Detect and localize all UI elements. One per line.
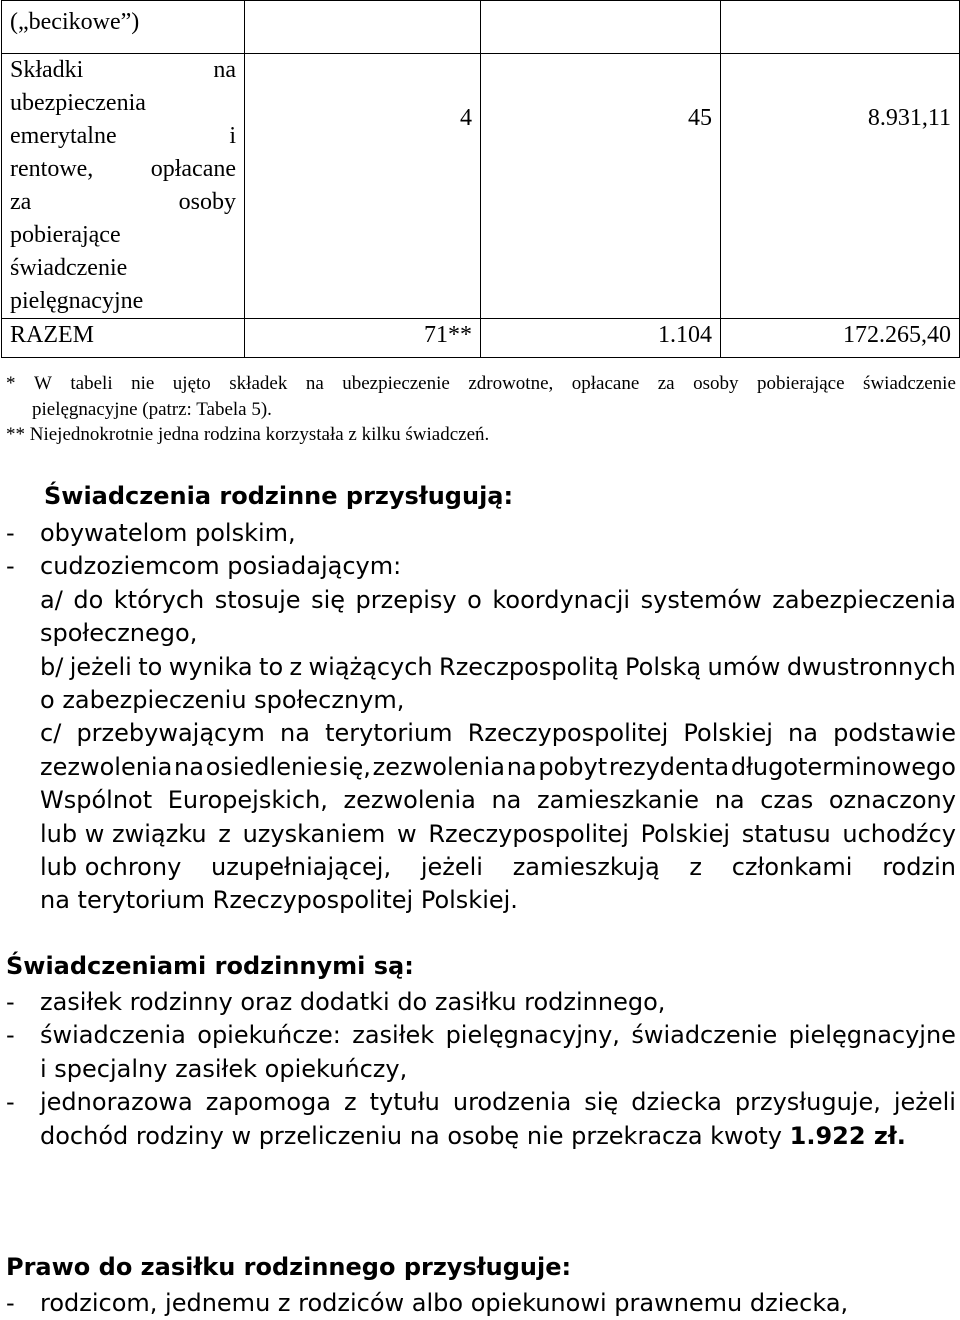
word: na — [174, 752, 204, 781]
word: przysługuje, — [734, 1088, 881, 1117]
word: z — [344, 1088, 357, 1117]
word: Europejskich, — [167, 786, 328, 815]
word: nie — [131, 373, 155, 394]
section-3-body — [6, 1287, 956, 1320]
word: z — [689, 853, 702, 882]
word: a/ — [40, 585, 63, 614]
cell-razem-col3: 172.265,40 — [721, 319, 960, 358]
section-1-body — [6, 517, 956, 918]
sub-item-a: a/ do których stosuje się przepisy o koordynacji systemów zabezpieczenia społecznego, — [40, 585, 956, 648]
word: na — [788, 719, 818, 748]
word: dwustronnych — [786, 652, 956, 681]
word: terytorium — [325, 719, 453, 748]
word: jednorazowa — [40, 1088, 193, 1117]
cell-razem-col2: 1.104 — [481, 319, 721, 358]
word: zapomoga — [205, 1088, 331, 1117]
cell-razem-label: RAZEM — [2, 319, 245, 358]
table-row-becikowe — [2, 1, 960, 54]
list-item: - cudzoziemcom posiadającym: — [6, 552, 402, 581]
word: wiążących — [308, 652, 433, 681]
footnote-1-line-2: pielęgnacyjne (patrz: Tabela 5). — [32, 399, 272, 420]
word: z — [289, 652, 303, 681]
word: pobierające — [757, 373, 845, 394]
justified-line — [40, 851, 956, 884]
word: dziecka — [631, 1088, 722, 1117]
word: świadczenia — [40, 1021, 186, 1050]
word: Rzeczpospolitą — [439, 652, 619, 681]
word: na — [305, 373, 324, 394]
word: urodzenia — [452, 1088, 572, 1117]
word: systemów — [640, 585, 762, 614]
label-line: pielęgnacyjne — [10, 288, 144, 314]
word: za — [657, 373, 675, 394]
word: zezwolenia — [343, 786, 476, 815]
word: osoby — [693, 373, 739, 394]
footnote-1 — [6, 371, 956, 423]
word: zabezpieczenia — [772, 585, 956, 614]
word: tytułu — [369, 1088, 440, 1117]
word: umów — [707, 652, 781, 681]
word: koordynacji — [492, 585, 631, 614]
section-3-heading: Prawo do zasiłku rodzinnego przysługuje: — [6, 1253, 572, 1281]
label-line: rentowe, opłacane — [10, 156, 236, 182]
justified-line — [40, 717, 956, 750]
justified-line — [40, 818, 956, 851]
word: c/ — [40, 719, 62, 748]
word: się — [584, 1088, 619, 1117]
word: stosuje — [214, 585, 301, 614]
table-row-skladki — [2, 54, 960, 319]
word: czas — [760, 786, 814, 815]
label-line: pobierające — [10, 222, 121, 248]
word: członkami — [731, 853, 853, 882]
word: Rzeczypospolitej — [428, 819, 629, 848]
word: jeżeli — [420, 853, 483, 882]
cell-skladki-col3: 8.931,11 — [721, 54, 960, 319]
list-item: - świadczenia opiekuńcze: zasiłek pielęgnacyjny, świadczenie pielęgnacyjne i specjalny zasiłek opiekuńczy, — [6, 1021, 956, 1083]
word: to — [259, 652, 284, 681]
section-2-body — [6, 986, 956, 1153]
word: oznaczony — [828, 786, 956, 815]
label-line: świadczenie — [10, 255, 128, 281]
word: zamieszkanie — [537, 786, 700, 815]
word: przebywającym — [76, 719, 265, 748]
list-item: - rodzicom, jednemu z rodziców albo opiekunowi prawnemu dziecka, — [6, 1289, 849, 1317]
section-1-heading: Świadczenia rodzinne przysługują: — [44, 482, 514, 510]
word: zezwolenia — [372, 752, 505, 781]
word: to — [138, 652, 163, 681]
word: uzupełniającej, — [211, 853, 392, 882]
cell-skladki-col1: 4 — [245, 54, 481, 319]
word: przepisy — [355, 585, 457, 614]
cell-empty — [481, 1, 721, 54]
word: W — [33, 373, 52, 394]
word: się, — [329, 752, 371, 781]
word: statusu — [741, 819, 831, 848]
word: b/ — [40, 652, 64, 681]
footnote-1-line-1 — [6, 371, 956, 397]
label-line: ubezpieczenia — [10, 90, 146, 116]
word: uchodźcy — [842, 819, 956, 848]
sub-item-c: c/ przebywającym na terytorium Rzeczypospolitej Polskiej na podstawie zezwolenia na osiedlenie się, zezwolenia na pobyt rezydenta długoterminowego Wspólnot Europejskich, zezwolenia na zamieszkanie na czas oznaczony lub w związku z uzyskaniem w Rzeczypospolitej Polskiej statusu uchodźcy lub ochrony uzupełniającej, jeżeli zamieszkują z członkami rodzin na terytorium Rzeczypospolitej Polskiej. — [40, 719, 956, 915]
word: lub ochrony — [40, 853, 182, 882]
word: ujęto — [172, 373, 211, 394]
label-line: Składki na — [10, 57, 236, 83]
cell-empty — [721, 1, 960, 54]
word: składek — [229, 373, 288, 394]
word: pobyt — [538, 752, 608, 781]
word: rezydenta — [608, 752, 730, 781]
word: do — [73, 585, 104, 614]
word: Wspólnot — [40, 786, 153, 815]
word: się — [311, 585, 345, 614]
table-row-razem — [2, 319, 960, 358]
word: świadczenie — [631, 1021, 778, 1050]
list-item: - obywatelom polskim, — [6, 519, 296, 547]
word: tabeli — [70, 373, 113, 394]
justified-line — [40, 584, 956, 617]
cell-empty — [245, 1, 481, 54]
word: w — [396, 819, 417, 848]
footnote-2: ** Niejednokrotnie jedna rodzina korzystała z kilku świadczeń. — [6, 424, 490, 445]
justified-line — [40, 1086, 956, 1119]
word: z — [218, 819, 231, 848]
word: rodzin — [882, 853, 956, 882]
word: na — [714, 786, 745, 815]
cell-skladki-col2: 45 — [481, 54, 721, 319]
word: zdrowotne, — [468, 373, 554, 394]
word: zezwolenia — [40, 752, 173, 781]
word: Polskiej — [640, 819, 731, 848]
word: Polską — [625, 652, 702, 681]
sub-item-b: b/ jeżeli to wynika to z wiążących Rzeczpospolitą Polską umów dwustronnych o zabezpieczeniu społecznym, — [40, 652, 956, 715]
word: pielęgnacyjny, — [445, 1021, 620, 1050]
word: o — [467, 585, 482, 614]
list-item: - zasiłek rodzinny oraz dodatki do zasiłku rodzinnego, — [6, 988, 666, 1016]
cell-skladki-label — [2, 54, 245, 319]
word: zamieszkują — [512, 853, 660, 882]
word: świadczenie — [863, 373, 956, 394]
word: podstawie — [833, 719, 956, 748]
word: Rzeczypospolitej — [467, 719, 669, 748]
list-item: - jednorazowa zapomoga z tytułu urodzenia się dziecka przysługuje, jeżeli dochód rodziny w przeliczeniu na osobę nie przekracza kwoty 1.922 zł. — [6, 1088, 956, 1150]
word: na — [491, 786, 522, 815]
label-line: za osoby — [10, 189, 236, 215]
word: lub w związku — [40, 819, 207, 848]
word: wynika — [168, 652, 253, 681]
cell-razem-col1: 71** — [245, 319, 481, 358]
amount: 1.922 zł. — [789, 1121, 906, 1150]
word: których — [113, 585, 205, 614]
cell-becikowe-label: („becikowe”) — [2, 1, 245, 54]
word: opłacane — [571, 373, 640, 394]
word: jeżeli — [893, 1088, 956, 1117]
word: opiekuńcze: — [197, 1021, 341, 1050]
word: osiedlenie — [205, 752, 328, 781]
label-line: emerytalne i — [10, 123, 236, 149]
word: na — [279, 719, 310, 748]
section-2-heading: Świadczeniami rodzinnymi są: — [6, 952, 414, 980]
word: jeżeli — [69, 652, 132, 681]
word: Polskiej — [683, 719, 773, 748]
word: na — [506, 752, 537, 781]
justified-line — [40, 651, 956, 684]
word: uzyskaniem — [242, 819, 386, 848]
justified-line — [40, 784, 956, 817]
word: pielęgnacyjne — [788, 1021, 956, 1050]
justified-line — [40, 751, 956, 784]
word: * — [6, 373, 16, 394]
word: zasiłek — [352, 1021, 435, 1050]
word: długoterminowego — [730, 752, 956, 781]
summary-table — [1, 0, 960, 358]
justified-line — [40, 1019, 956, 1052]
word: ubezpieczenie — [342, 373, 450, 394]
